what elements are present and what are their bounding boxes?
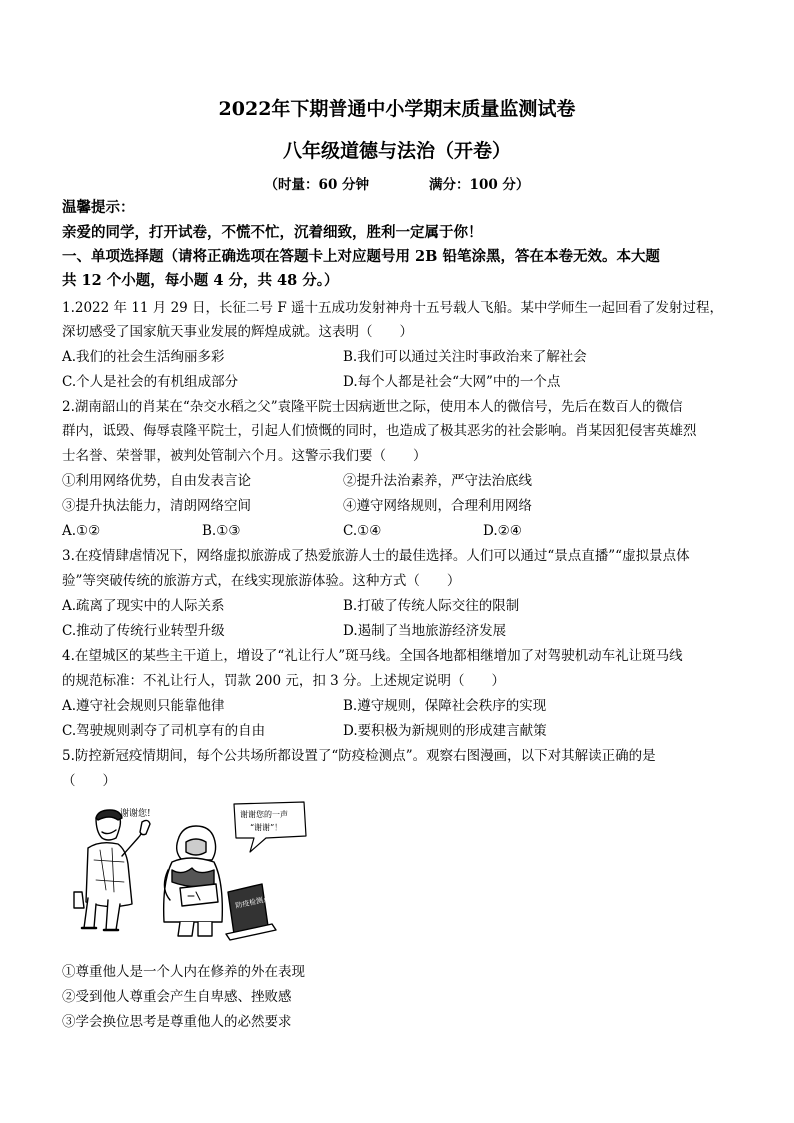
q1-option-a: A.我们的社会生活绚丽多彩 xyxy=(62,349,225,365)
q4-option-c: C.驾驶规则剥夺了司机享有的自由 xyxy=(62,723,266,739)
q3-stem-cont: 验”等突破传统的旅游方式，在线实现旅游体验。这种方式（ ） xyxy=(62,573,461,589)
q2-option-d: D.②④ xyxy=(483,523,522,539)
q4-option-d: D.要积极为新规则的形成建言献策 xyxy=(343,723,547,739)
q1-option-b: B.我们可以通过关注时事政治来了解社会 xyxy=(343,349,587,365)
exam-subtitle: 八年级道德与法治（开卷） xyxy=(282,140,511,162)
tips-label: 温馨提示： xyxy=(62,199,135,216)
exam-title: 2022年下期普通中小学期末质量监测试卷 xyxy=(218,98,576,120)
cartoon-checkpoint-sign xyxy=(226,884,276,940)
section1-heading: 一、单项选择题（请将正确选项在答题卡上对应题号用 2B 铅笔涂黑，答在本卷无效。本大题 xyxy=(62,248,660,265)
q2-statement-2: ②提升法治素养，严守法治底线 xyxy=(343,473,532,489)
q2-option-a: A.①② xyxy=(62,523,101,539)
cartoon-bubble-line2: “谢谢”！ xyxy=(250,823,283,832)
q2-stem-cont1: 群内，诋毁、侮辱袁隆平院士，引起人们愤慨的同时，也造成了极其恶劣的社会影响。肖某因犯侵害英雄烈 xyxy=(62,423,697,439)
q5-statement-3: ③学会换位思考是尊重他人的必然要求 xyxy=(62,1014,292,1030)
q1-stem-cont: 深切感受了国家航天事业发展的辉煌成就。这表明（ ） xyxy=(62,324,413,340)
q3-option-b: B.打破了传统人际交往的限制 xyxy=(343,598,520,614)
cartoon-worker-figure xyxy=(164,826,223,936)
cartoon-bubble-line1: 谢谢您的一声 xyxy=(240,810,288,819)
cartoon-man-figure xyxy=(74,810,150,930)
q4-option-a: A.遵守社会规则只能靠他律 xyxy=(62,698,225,714)
q3-option-c: C.推动了传统行业转型升级 xyxy=(62,623,225,639)
exam-score: 满分：100 分） xyxy=(429,177,530,193)
q2-stem: 2.湖南韶山的肖某在“杂交水稻之父”袁隆平院士因病逝世之际，使用本人的微信号，先后在数百人的微信 xyxy=(62,399,683,415)
q5-statement-2: ②受到他人尊重会产生自卑感、挫败感 xyxy=(62,989,292,1005)
q5-stem: 5.防控新冠疫情期间，每个公共场所都设置了“防疫检测点”。观察右图漫画，以下对其解读正确的是 xyxy=(62,748,656,764)
q2-statement-4: ④遵守网络规则，合理利用网络 xyxy=(343,498,532,514)
q3-option-d: D.遏制了当地旅游经济发展 xyxy=(343,623,507,639)
exam-time-score xyxy=(0,173,794,193)
q2-statement-1: ①利用网络优势，自由发表言论 xyxy=(62,473,251,489)
q5-stem-cont: （ ） xyxy=(62,773,116,789)
q2-statement-3: ③提升执法能力，清朗网络空间 xyxy=(62,498,251,514)
q4-stem-cont: 的规范标准：不礼让行人，罚款 200 元，扣 3 分。上述规定说明（ ） xyxy=(62,673,506,689)
q3-stem: 3.在疫情肆虐情况下，网络虚拟旅游成了热爱旅游人士的最佳选择。人们可以通过“景点直播”“虚拟景点体 xyxy=(62,548,690,564)
q5-statement-1: ①尊重他人是一个人内在修养的外在表现 xyxy=(62,964,305,980)
section1-heading-cont: 共 12 个小题，每小题 4 分，共 48 分。） xyxy=(62,272,339,289)
q2-option-b: B.①③ xyxy=(202,523,241,539)
q1-option-d: D.每个人都是社会“大网”中的一个点 xyxy=(343,374,561,390)
cartoon-speech-left: 谢谢您! xyxy=(120,809,151,819)
cartoon-image xyxy=(60,800,320,950)
q3-option-a: A.疏离了现实中的人际关系 xyxy=(62,598,225,614)
cartoon-sign-text: 防疫检测点 xyxy=(234,894,271,910)
q1-option-c: C.个人是社会的有机组成部分 xyxy=(62,374,239,390)
tips-text: 亲爱的同学，打开试卷，不慌不忙，沉着细致，胜利一定属于你！ xyxy=(62,224,483,241)
q2-stem-cont2: 士名誉、荣誉罪，被判处管制六个月。这警示我们要（ ） xyxy=(62,448,427,464)
q4-option-b: B.遵守规则，保障社会秩序的实现 xyxy=(343,698,547,714)
q4-stem: 4.在望城区的某些主干道上，增设了“礼让行人”斑马线。全国各地都相继增加了对驾驶机动车礼让斑马线 xyxy=(62,648,683,664)
q2-option-c: C.①④ xyxy=(343,523,382,539)
exam-time: （时量：60 分钟 xyxy=(264,177,370,193)
q1-stem: 1.2022 年 11 月 29 日，长征二号 F 遥十五成功发射神舟十五号载人飞船。某中学师生一起回看了发射过程， xyxy=(62,300,723,316)
